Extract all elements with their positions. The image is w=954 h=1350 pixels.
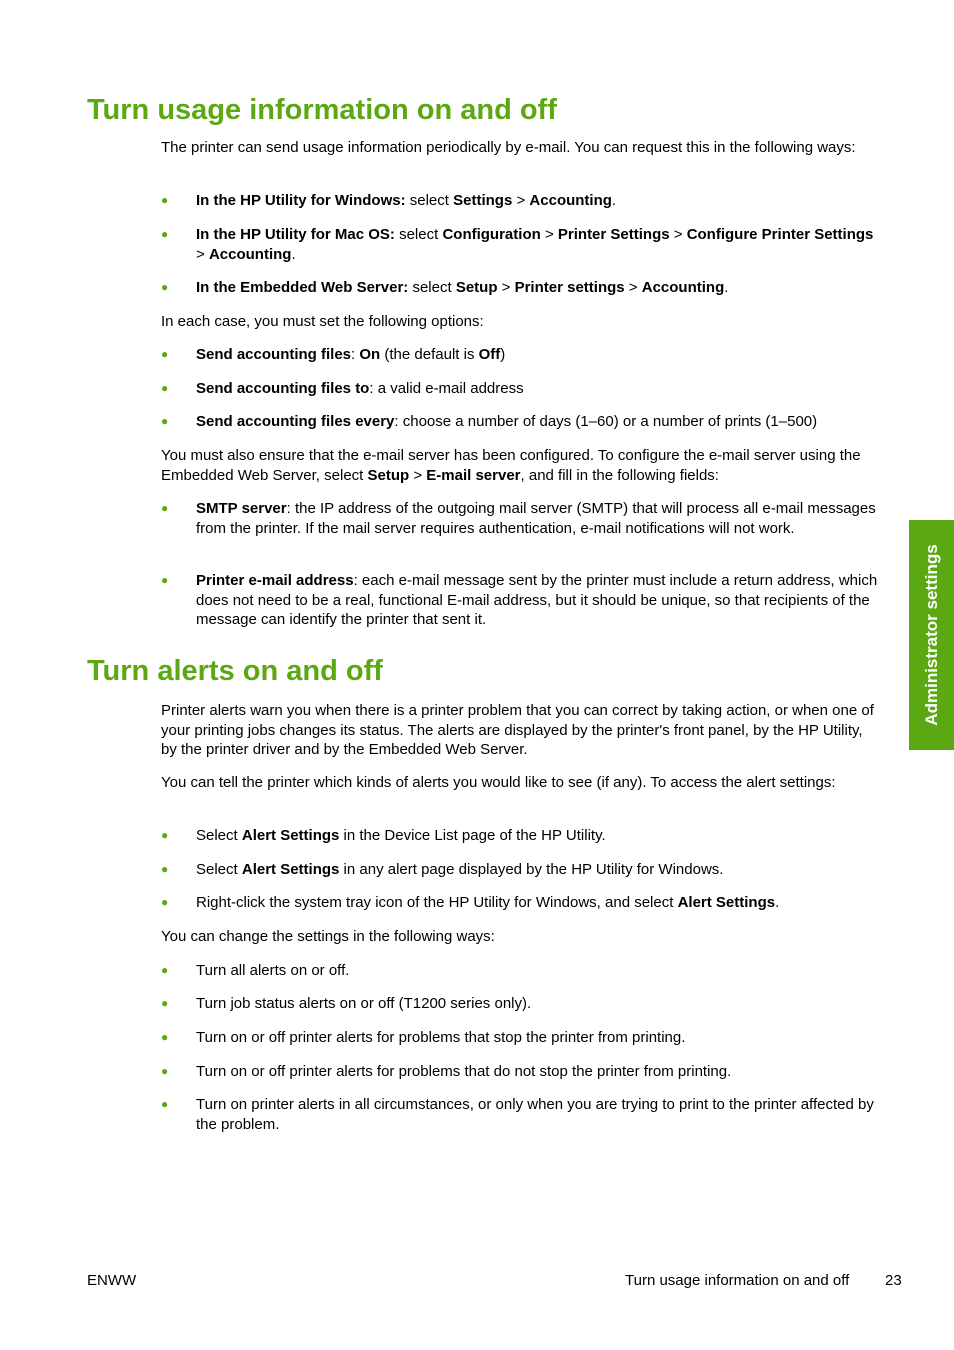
bullet-icon: ● [161, 1097, 169, 1111]
access-intro: You can tell the printer which kinds of alerts you would like to see (if any). To access the alert settings: [161, 774, 836, 791]
option-send-to: Send accounting files to: a valid e-mail address [196, 380, 524, 397]
bullet-icon: ● [161, 828, 169, 842]
change-item: Turn on or off printer alerts for problems that do not stop the printer from printing. [196, 1063, 732, 1080]
side-tab-administrator-settings [909, 520, 954, 750]
email-intro: You must also ensure that the e-mail server has been configured. To configure the e-mail server using the Embedded Web Server, select Setup > E-mail server, and fill in the following fields: [161, 447, 861, 484]
bullet-icon: ● [161, 895, 169, 909]
bullet-icon: ● [161, 573, 169, 587]
heading-alerts: Turn alerts on and off [87, 655, 383, 687]
alerts-intro: Printer alerts warn you when there is a printer problem that you can correct by taking action, or when one of your printing jobs changes its status. The alerts are displayed by the printer's front panel, by the HP Utility, by the printer driver and by the Embedded Web Server. [161, 702, 874, 758]
bullet-icon: ● [161, 227, 169, 241]
bullet-icon: ● [161, 862, 169, 876]
bullet-icon: ● [161, 381, 169, 395]
footer-left: ENWW [87, 1272, 137, 1289]
way-ews: In the Embedded Web Server: select Setup > Printer settings > Accounting. [196, 279, 729, 296]
way-mac: In the HP Utility for Mac OS: select Configuration > Printer Settings > Configure Printer Settings > Accounting. [196, 226, 874, 263]
bullet-icon: ● [161, 996, 169, 1010]
change-item: Turn on or off printer alerts for problems that stop the printer from printing. [196, 1029, 686, 1046]
bullet-icon: ● [161, 193, 169, 207]
usage-intro: The printer can send usage information periodically by e-mail. You can request this in the following ways: [161, 139, 856, 156]
field-smtp-server: SMTP server: the IP address of the outgoing mail server (SMTP) that will process all e-mail messages from the printer. If the mail server requires authentication, e-mail notifications will not work. [196, 500, 876, 537]
access-device-list: Select Alert Settings in the Device List page of the HP Utility. [196, 827, 606, 844]
change-item: Turn all alerts on or off. [196, 962, 350, 979]
option-send-every: Send accounting files every: choose a number of days (1–60) or a number of prints (1–500) [196, 413, 818, 430]
access-system-tray: Right-click the system tray icon of the HP Utility for Windows, and select Alert Settings. [196, 894, 780, 911]
access-alert-page: Select Alert Settings in any alert page displayed by the HP Utility for Windows. [196, 861, 724, 878]
option-send-files: Send accounting files: On (the default is Off) [196, 346, 506, 363]
change-item: Turn on printer alerts in all circumstances, or only when you are trying to print to the printer affected by the problem. [196, 1096, 874, 1133]
bullet-icon: ● [161, 963, 169, 977]
change-item: Turn job status alerts on or off (T1200 series only). [196, 995, 532, 1012]
bullet-icon: ● [161, 501, 169, 515]
side-tab-label: Administrator settings [921, 544, 941, 726]
options-intro: In each case, you must set the following options: [161, 313, 484, 330]
change-intro: You can change the settings in the following ways: [161, 928, 495, 945]
bullet-icon: ● [161, 414, 169, 428]
way-windows: In the HP Utility for Windows: select Settings > Accounting. [196, 192, 617, 209]
bullet-icon: ● [161, 347, 169, 361]
field-printer-email: Printer e-mail address: each e-mail message sent by the printer must include a return address, which does not need to be a real, functional E-mail address, but it should be unique, so that recipients of the message can identify the printer that sent it. [196, 572, 878, 628]
page-number: 23 [885, 1272, 902, 1289]
heading-usage-information: Turn usage information on and off [87, 94, 557, 126]
footer-title: Turn usage information on and off [625, 1272, 850, 1289]
bullet-icon: ● [161, 1030, 169, 1044]
bullet-icon: ● [161, 280, 169, 294]
bullet-icon: ● [161, 1064, 169, 1078]
